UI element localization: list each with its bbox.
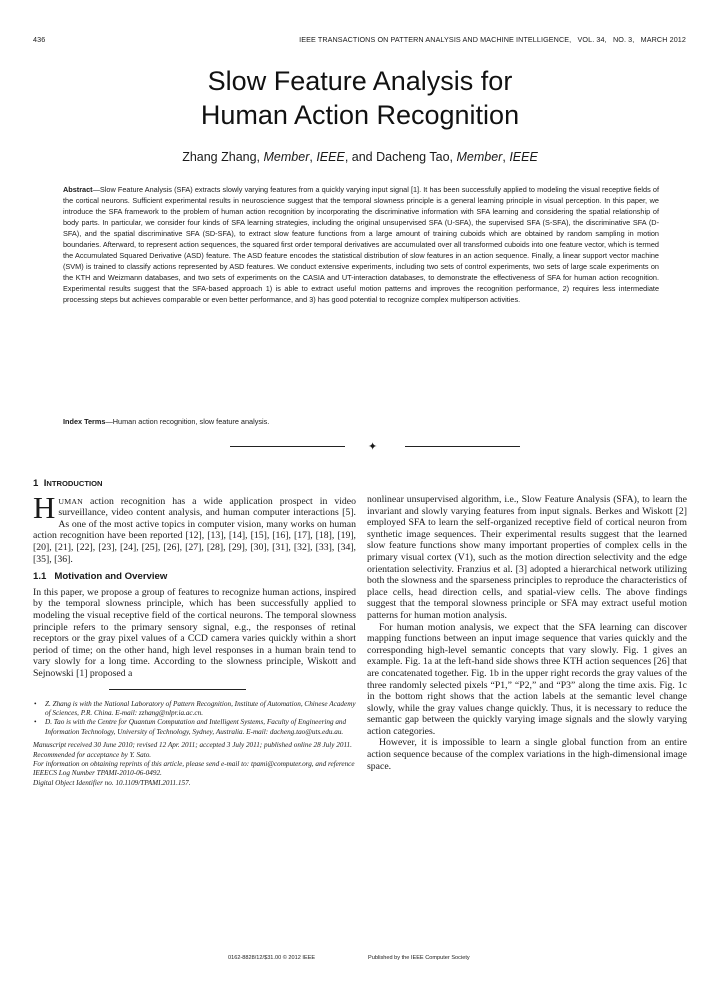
author-2: , and Dacheng Tao, <box>344 150 454 164</box>
intro-paragraph: HUMAN action recognition has a wide application prospect in video surveillance, video content analysis, and human computer interactions [5]. As one of the most active topics in computer vision, many works on human action recognition have been reported [12], [13], [14], [15], [16], [17], [18], [19], [20], [21], [22], [23], [24], [25], [26], [27], [28], [29], [30], [31], [32], [33], [34], [35], [36]. <box>33 489 356 565</box>
section-heading-introduction: 1 INTRODUCTION <box>33 478 103 489</box>
right-paragraph-3: However, it is impossible to learn a single global function from an entire action sequence because of the complex variations in the high-dimensional image space. <box>367 737 687 772</box>
journal-header: IEEE TRANSACTIONS ON PATTERN ANALYSIS AND MACHINE INTELLIGENCE, VOL. 34, NO. 3, MARCH 2012 <box>299 35 686 44</box>
publisher-line: Published by the IEEE Computer Society <box>368 955 470 961</box>
abstract-label: Abstract <box>63 185 93 194</box>
running-header <box>33 35 686 47</box>
divider-line-left <box>230 446 345 447</box>
doi: Digital Object Identifier no. 10.1109/TPAMI.2011.157. <box>33 778 191 787</box>
subsection-heading-motivation: 1.1 Motivation and Overview <box>33 571 168 583</box>
section-divider <box>230 441 520 453</box>
index-terms <box>63 417 659 426</box>
member-1: Member <box>263 150 310 164</box>
right-paragraph-2: For human motion analysis, we expect that the SFA learning can discover mapping functions between an input image sequence that varies quickly and the corresponding high-level semantic concepts that vary slowly. Fig. 1 gives an example. Fig. 1a at the left-hand side shows three KTH action sequences [26] that are concatenated together. Fig. 1b in the upper right records the gray values of the three randomly selected pixels “P1,” “P2,” and “P3” along the time axis. Fig. 1c in the bottom right shows that the action labels at the semantic level change slowly, while the gray values change quickly. Thus, it is necessary to reduce the semantic gap between the quickly varying image signals and the slowly varying action categories. <box>367 621 687 737</box>
affiliation-footnote-1: • Z. Zhang is with the National Laboratory of Pattern Recognition, Institute of Automation, Chinese Academy of Sciences, P.R. China. E-mail: zzhang@nlpr.ia.ac.cn. <box>33 700 356 719</box>
ieee-2: IEEE <box>509 150 538 164</box>
divider-line-right <box>405 446 520 447</box>
recommended-by: Recommended for acceptance by Y. Sato. <box>33 750 152 759</box>
paper-title <box>0 64 720 132</box>
left-column <box>33 478 356 788</box>
title-line-1: Slow Feature Analysis for <box>207 66 513 96</box>
motivation-paragraph: In this paper, we propose a group of features to recognize human actions, inspired by the temporal slowness principle, which has been successfully applied to modeling the visual receptive field of the cortical neurons. The temporal slowness principle refers to the primary sensory signal, e.g., the responses of retinal receptors or the gray pixel values of a CCD camera varies quickly within a short period of time; on the other hand, high level responses in a human brain tend to vary slowly for a long time. According to the slowness principle, Wiskott and Sejnowski [1] proposed a <box>33 586 356 679</box>
page-number: 436 <box>33 35 46 44</box>
abstract-text: —Slow Feature Analysis (SFA) extracts slowly varying features from a quickly varying input signal [1]. It has been successfully applied to modeling the visual receptive fields of the cortical neurons. Sufficient experimental results in neuroscience suggest that the temporal slowness principle is a general learning principle in visual perception. In this paper, we introduce the SFA framework to the problem of human action recognition by incorporating the discriminative information with SFA learning and considering the spatial relationship of body parts. In particular, we consider four kinds of SFA learning strategies, including the original unsupervised SFA (U-SFA), the supervised SFA (S-SFA), the discriminative SFA (D-SFA), and the spatial discriminative SFA (SD-SFA), to extract slow feature functions from a large amount of training cuboids which are obtained by random sampling in motion boundaries. Afterward, to represent action sequences, the squared first order temporal derivatives are accumulated over all transformed cuboids into one feature vector, which is termed the Accumulated Squared Derivative (ASD) feature. The ASD feature encodes the statistical distribution of slow features in an action sequence. Finally, a linear support vector machine (SVM) is trained to classify actions represented by ASD features. We conduct extensive experiments, including two sets of control experiments, two sets of large scale experiments on the KTH and Weizmann databases, and two sets of experiments on the CASIA and UT-interaction databases, to demonstrate the effectiveness of SFA for human action recognition. Experimental results suggest that the SFA-based approach 1) is able to extract useful motion patterns and improves the recognition performance, 2) requires less intermediate processing steps but achieves comparable or even better performance, and 3) has good potential to recognize complex multiperson activities. <box>63 185 659 304</box>
author-1: Zhang Zhang, <box>182 150 261 164</box>
copyright-line: 0162-8828/12/$31.00 © 2012 IEEE <box>228 955 316 961</box>
index-terms-text: —Human action recognition, slow feature analysis. <box>105 417 270 426</box>
index-terms-label: Index Terms <box>63 417 106 426</box>
manuscript-dates: Manuscript received 30 June 2010; revised 12 Apr. 2011; accepted 3 July 2011; published online 28 July 2011. <box>33 741 352 750</box>
abstract <box>63 184 659 305</box>
title-line-2: Human Action Recognition <box>200 100 520 130</box>
ieee-1: IEEE <box>316 150 345 164</box>
right-column <box>367 494 687 772</box>
divider-diamond-icon: ✦ <box>368 440 378 453</box>
author-line: Zhang Zhang, Member, IEEE, and Dacheng Tao, Member, IEEE <box>182 150 538 164</box>
footnote-rule <box>109 689 246 690</box>
affiliation-footnote-2: • D. Tao is with the Centre for Quantum Computation and Intelligent Systems, Faculty of Engineering and Information Technology, University of Technology, Sydney, Australia. E-mail: dacheng.tao@uts.edu.au. <box>33 718 356 737</box>
dropcap-letter: H <box>33 489 56 525</box>
reprint-info: For information on obtaining reprints of this article, please send e-mail to: tpami@computer.org, and reference IEEECS Log Number TPAMI-2010-06-0492. <box>33 759 355 778</box>
member-2: Member <box>456 150 503 164</box>
right-paragraph-1: nonlinear unsupervised algorithm, i.e., Slow Feature Analysis (SFA), to learn the invariant and slowly varying features from input signals. Berkes and Wiskott [2] employed SFA to learn the self-organized receptive field of cortical neuron from synthetic image sequences. Their experimental results suggest that the learned slow feature functions show many important properties of complex cells in the primary visual cortex (V1), such as the motion direction selectivity and the edge orientation selectivity. Franzius et al. [3] adopted a hierarchical network utilizing both the slowness and the sparseness principles to reproduce the characteristics of place cells, head direction cells, and spatial-view cells. The above findings suggest that the temporal slowness principle or SFA may extract useful motion patterns for human motion analysis. <box>367 494 687 621</box>
